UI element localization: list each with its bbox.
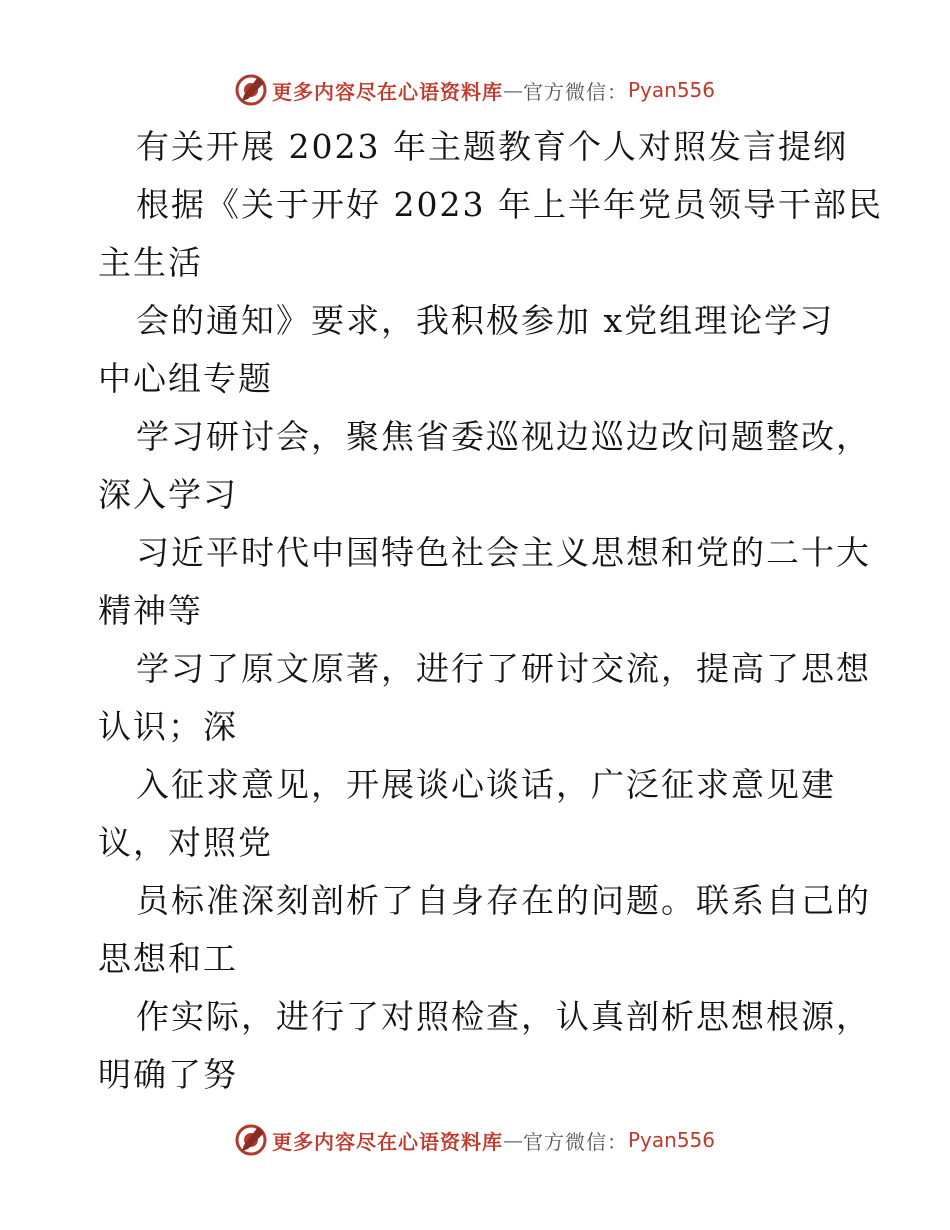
paragraph-line: 作实际，进行了对照检查，认真剖析思想根源，	[136, 997, 871, 1036]
paragraph-line: 主生活	[98, 243, 203, 282]
banner-wechat-id: Pyan556	[628, 78, 716, 102]
paragraph-line: 入征求意见，开展谈心谈话，广泛征求意见建	[136, 765, 836, 804]
pen-logo-icon	[234, 73, 268, 107]
header-banner-content	[234, 70, 715, 110]
footer-banner	[0, 1120, 950, 1160]
pen-logo-icon	[234, 1123, 268, 1157]
paragraph-line: 议，对照党	[98, 823, 273, 862]
paragraph-line: 习近平时代中国特色社会主义思想和党的二十大	[136, 533, 871, 572]
banner-wechat-label: 官方微信：	[523, 1129, 628, 1154]
paragraph-line: 学习研讨会，聚焦省委巡视边巡边改问题整改，	[136, 417, 871, 456]
banner-slogan: 更多内容尽在心语资料库	[272, 1129, 503, 1154]
document-title: 有关开展 2023 年主题教育个人对照发言提纲	[136, 127, 848, 166]
banner-dash: —	[503, 1128, 523, 1152]
paragraph-line: 认识；深	[98, 707, 238, 746]
banner-slogan: 更多内容尽在心语资料库	[272, 79, 503, 104]
paragraph-line: 会的通知》要求，我积极参加 x党组理论学习	[136, 301, 835, 340]
paragraph-line: 根据《关于开好 2023 年上半年党员领导干部民	[136, 185, 883, 224]
banner-wechat-id: Pyan556	[628, 1128, 716, 1152]
banner-wechat-label: 官方微信：	[523, 79, 628, 104]
paragraph-line: 中心组专题	[98, 359, 273, 398]
paragraph-line: 精神等	[98, 591, 203, 630]
footer-banner-content	[234, 1120, 715, 1160]
paragraph-line: 学习了原文原著，进行了研讨交流，提高了思想	[136, 649, 871, 688]
paragraph-line: 深入学习	[98, 475, 238, 514]
paragraph-line: 明确了努	[98, 1055, 238, 1094]
banner-dash: —	[503, 78, 523, 102]
header-banner	[0, 70, 950, 110]
paragraph-line: 思想和工	[98, 939, 238, 978]
paragraph-line: 员标准深刻剖析了自身存在的问题。联系自己的	[136, 881, 871, 920]
